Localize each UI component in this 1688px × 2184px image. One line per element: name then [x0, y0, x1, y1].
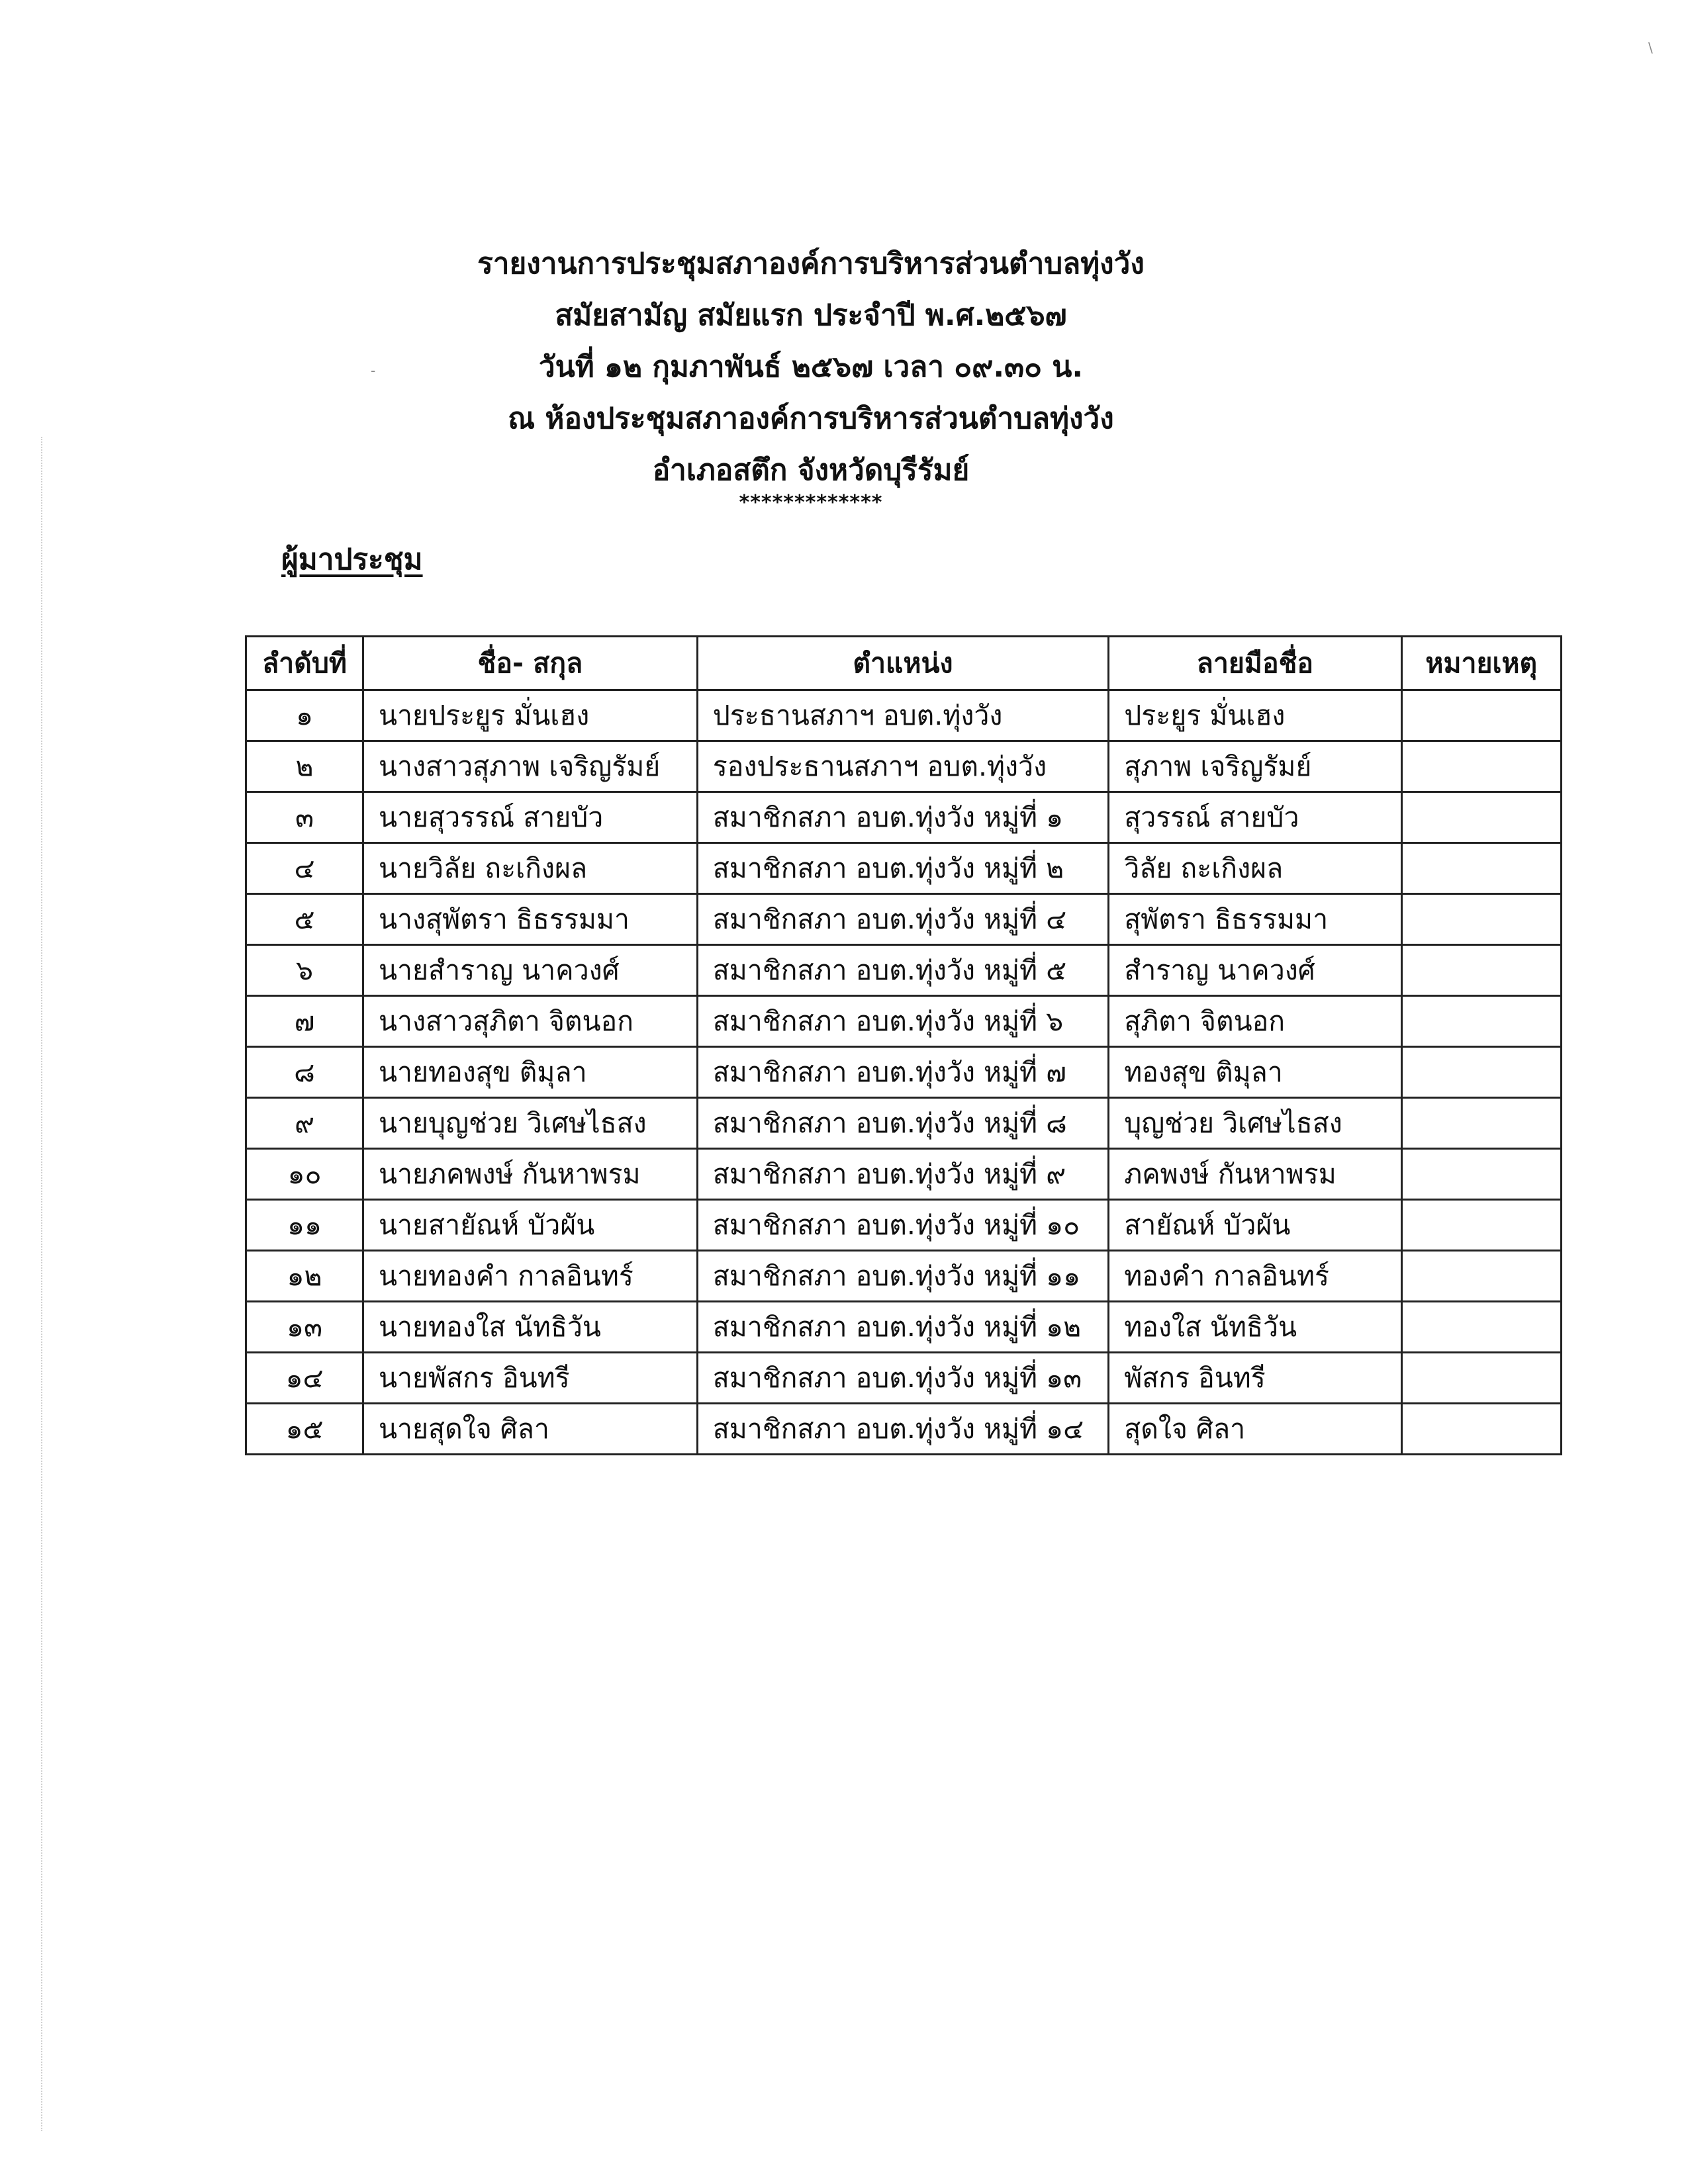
cell-no: ๑๐ — [246, 1149, 363, 1200]
cell-signature: ทองคำ กาลอินทร์ — [1109, 1251, 1401, 1302]
cell-note — [1401, 996, 1561, 1047]
cell-note — [1401, 690, 1561, 741]
table-row — [246, 996, 1562, 1047]
cell-name: นางสาวสุภิตา จิตนอก — [363, 996, 697, 1047]
cell-signature: บุญช่วย วิเศษไธสง — [1109, 1098, 1401, 1149]
cell-position: สมาชิกสภา อบต.ทุ่งวัง หมู่ที่ ๒ — [697, 843, 1108, 894]
cell-note — [1401, 741, 1561, 792]
cell-signature: สุภาพ เจริญรัมย์ — [1109, 741, 1401, 792]
table-row — [246, 1098, 1562, 1149]
session-line: สมัยสามัญ สมัยแรก ประจำปี พ.ศ.๒๕๖๗ — [555, 298, 1067, 332]
attendance-table — [245, 635, 1562, 1455]
attendees-heading: ผู้มาประชุม — [281, 543, 423, 576]
cell-name: นายภคพงษ์ กันหาพรม — [363, 1149, 697, 1200]
cell-note — [1401, 1200, 1561, 1251]
table-row — [246, 945, 1562, 996]
cell-name: นายสำราญ นาควงศ์ — [363, 945, 697, 996]
cell-signature: พัสกร อินทรี — [1109, 1353, 1401, 1404]
cell-signature: สุพัตรา ธิธรรมมา — [1109, 894, 1401, 945]
cell-position: สมาชิกสภา อบต.ทุ่งวัง หมู่ที่ ๑ — [697, 792, 1108, 843]
cell-note — [1401, 1353, 1561, 1404]
scan-speck: - — [371, 363, 376, 379]
cell-note — [1401, 843, 1561, 894]
cell-no: ๑๔ — [246, 1353, 363, 1404]
cell-no: ๑๓ — [246, 1302, 363, 1353]
cell-signature: สายัณห์ บัวผัน — [1109, 1200, 1401, 1251]
cell-no: ๑ — [246, 690, 363, 741]
scan-margin-artifact — [41, 437, 42, 2131]
cell-no: ๖ — [246, 945, 363, 996]
table-row — [246, 1302, 1562, 1353]
cell-signature: ทองใส นัทธิวัน — [1109, 1302, 1401, 1353]
cell-note — [1401, 1302, 1561, 1353]
table-row — [246, 843, 1562, 894]
cell-position: สมาชิกสภา อบต.ทุ่งวัง หมู่ที่ ๗ — [697, 1047, 1108, 1098]
table-row — [246, 894, 1562, 945]
scan-speck: \ — [1648, 40, 1653, 56]
cell-position: สมาชิกสภา อบต.ทุ่งวัง หมู่ที่ ๔ — [697, 894, 1108, 945]
cell-position: สมาชิกสภา อบต.ทุ่งวัง หมู่ที่ ๕ — [697, 945, 1108, 996]
cell-position: สมาชิกสภา อบต.ทุ่งวัง หมู่ที่ ๑๐ — [697, 1200, 1108, 1251]
cell-no: ๑๒ — [246, 1251, 363, 1302]
table-row — [246, 1251, 1562, 1302]
cell-signature: ทองสุข ติมุลา — [1109, 1047, 1401, 1098]
cell-note — [1401, 1098, 1561, 1149]
cell-name: นายทองสุข ติมุลา — [363, 1047, 697, 1098]
header-position: ตำแหน่ง — [697, 637, 1108, 690]
cell-name: นายสุดใจ ศิลา — [363, 1404, 697, 1455]
cell-no: ๑๕ — [246, 1404, 363, 1455]
cell-name: นางสุพัตรา ธิธรรมมา — [363, 894, 697, 945]
cell-position: สมาชิกสภา อบต.ทุ่งวัง หมู่ที่ ๙ — [697, 1149, 1108, 1200]
cell-name: นายพัสกร อินทรี — [363, 1353, 697, 1404]
cell-signature: ภคพงษ์ กันหาพรม — [1109, 1149, 1401, 1200]
cell-note — [1401, 1149, 1561, 1200]
table-body — [246, 690, 1562, 1455]
date-time-line: วันที่ ๑๒ กุมภาพันธ์ ๒๕๖๗ เวลา ๐๙.๓๐ น. — [538, 350, 1084, 384]
cell-name: นายสายัณห์ บัวผัน — [363, 1200, 697, 1251]
cell-note — [1401, 792, 1561, 843]
header-name: ชื่อ- สกุล — [363, 637, 697, 690]
cell-signature: สุดใจ ศิลา — [1109, 1404, 1401, 1455]
cell-signature: วิลัย ถะเกิงผล — [1109, 843, 1401, 894]
table-header-row — [246, 637, 1562, 690]
cell-position: รองประธานสภาฯ อบต.ทุ่งวัง — [697, 741, 1108, 792]
cell-signature: สำราญ นาควงศ์ — [1109, 945, 1401, 996]
table-row — [246, 1404, 1562, 1455]
cell-name: นายสุวรรณ์ สายบัว — [363, 792, 697, 843]
cell-position: สมาชิกสภา อบต.ทุ่งวัง หมู่ที่ ๑๒ — [697, 1302, 1108, 1353]
cell-name: นายวิลัย ถะเกิงผล — [363, 843, 697, 894]
cell-no: ๒ — [246, 741, 363, 792]
cell-signature: สุวรรณ์ สายบัว — [1109, 792, 1401, 843]
district-line: อำเภอสตึก จังหวัดบุรีรัมย์ — [652, 453, 970, 487]
cell-note — [1401, 1251, 1561, 1302]
table-row — [246, 792, 1562, 843]
table-row — [246, 1200, 1562, 1251]
cell-no: ๘ — [246, 1047, 363, 1098]
cell-name: นายทองคำ กาลอินทร์ — [363, 1251, 697, 1302]
cell-name: นายบุญช่วย วิเศษไธสง — [363, 1098, 697, 1149]
cell-note — [1401, 1047, 1561, 1098]
table-row — [246, 1047, 1562, 1098]
cell-note — [1401, 1404, 1561, 1455]
cell-no: ๙ — [246, 1098, 363, 1149]
table-row — [246, 741, 1562, 792]
cell-note — [1401, 894, 1561, 945]
cell-no: ๕ — [246, 894, 363, 945]
venue-line: ณ ห้องประชุมสภาองค์การบริหารส่วนตำบลทุ่งวัง — [508, 402, 1114, 435]
cell-name: นายทองใส นัทธิวัน — [363, 1302, 697, 1353]
header-signature: ลายมือชื่อ — [1109, 637, 1401, 690]
header-note: หมายเหตุ — [1401, 637, 1561, 690]
cell-position: ประธานสภาฯ อบต.ทุ่งวัง — [697, 690, 1108, 741]
report-title: รายงานการประชุมสภาองค์การบริหารส่วนตำบลทุ่งวัง — [477, 247, 1145, 281]
table-row — [246, 1149, 1562, 1200]
cell-name: นางสาวสุภาพ เจริญรัมย์ — [363, 741, 697, 792]
cell-no: ๗ — [246, 996, 363, 1047]
cell-signature: สุภิตา จิตนอก — [1109, 996, 1401, 1047]
cell-position: สมาชิกสภา อบต.ทุ่งวัง หมู่ที่ ๑๔ — [697, 1404, 1108, 1455]
cell-position: สมาชิกสภา อบต.ทุ่งวัง หมู่ที่ ๖ — [697, 996, 1108, 1047]
separator-stars: ************* — [739, 491, 883, 514]
header-no: ลำดับที่ — [246, 637, 363, 690]
cell-position: สมาชิกสภา อบต.ทุ่งวัง หมู่ที่ ๑๓ — [697, 1353, 1108, 1404]
document-header — [0, 238, 1688, 523]
cell-position: สมาชิกสภา อบต.ทุ่งวัง หมู่ที่ ๘ — [697, 1098, 1108, 1149]
cell-note — [1401, 945, 1561, 996]
table-row — [246, 1353, 1562, 1404]
cell-no: ๓ — [246, 792, 363, 843]
table-row — [246, 690, 1562, 741]
cell-name: นายประยูร มั่นเฮง — [363, 690, 697, 741]
cell-no: ๔ — [246, 843, 363, 894]
cell-position: สมาชิกสภา อบต.ทุ่งวัง หมู่ที่ ๑๑ — [697, 1251, 1108, 1302]
cell-signature: ประยูร มั่นเฮง — [1109, 690, 1401, 741]
cell-no: ๑๑ — [246, 1200, 363, 1251]
